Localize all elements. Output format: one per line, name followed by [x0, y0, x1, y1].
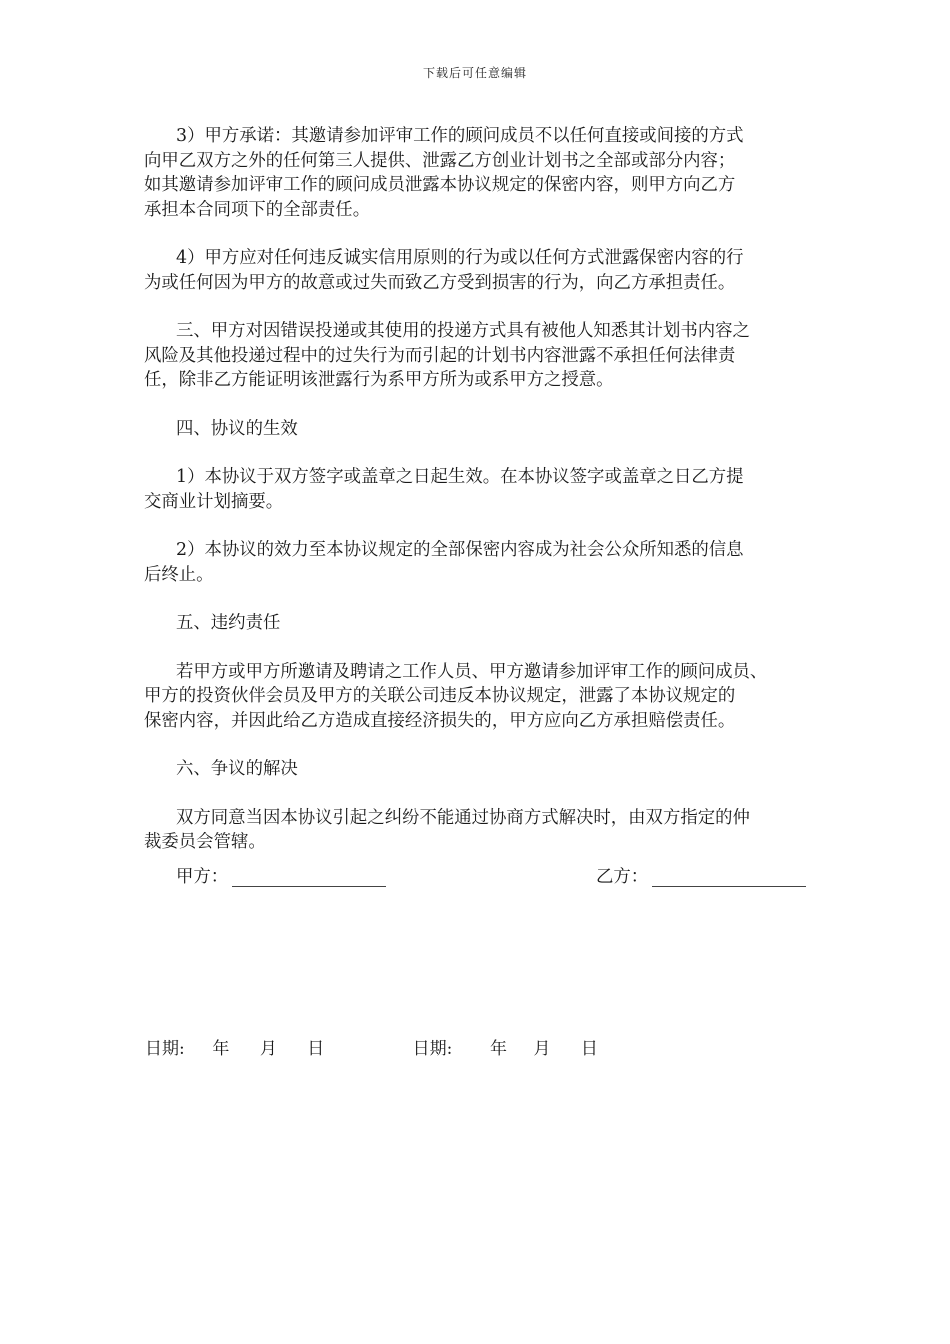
text-line: 风险及其他投递过程中的过失行为而引起的计划书内容泄露不承担任何法律责	[144, 345, 736, 366]
section-heading: 六、争议的解决	[176, 759, 298, 779]
clause-effective-date	[144, 465, 820, 514]
document-body	[144, 124, 820, 879]
date-row	[145, 1034, 601, 1059]
party-b-day: 日	[580, 1039, 598, 1059]
text-line: 三、甲方对因错误投递或其使用的投递方式具有被他人知悉其计划书内容之	[176, 321, 750, 341]
text-line: 双方同意当因本协议引起之纠纷不能通过协商方式解决时，由双方指定的仲	[176, 807, 750, 828]
text-line: 4）甲方应对任何违反诚实信用原则的行为或以任何方式泄露保密内容的行	[176, 248, 744, 268]
text-line: 3）甲方承诺：其邀请参加评审工作的顾问成员不以任何直接或间接的方式	[176, 126, 744, 146]
text-line: 若甲方或甲方所邀请及聘请之工作人员、甲方邀请参加评审工作的顾问成员、	[176, 661, 768, 682]
party-b-label: 乙方：	[596, 867, 649, 887]
text-line: 为或任何因为甲方的故意或过失而致乙方受到损害的行为，向乙方承担责任。	[144, 272, 736, 293]
text-line: 向甲乙双方之外的任何第三人提供、泄露乙方创业计划书之全部或部分内容；	[144, 150, 736, 171]
section-heading: 五、违约责任	[176, 613, 281, 633]
signature-row	[176, 862, 816, 888]
text-line: 承担本合同项下的全部责任。	[144, 199, 371, 220]
section-heading: 四、协议的生效	[176, 418, 298, 439]
party-a-year: 年	[212, 1039, 230, 1059]
text-line: 1）本协议于双方签字或盖章之日起生效。在本协议签字或盖章之日乙方提	[176, 467, 744, 487]
party-a-label: 甲方：	[176, 867, 229, 887]
text-line: 2）本协议的效力至本协议规定的全部保密内容成为社会公众所知悉的信息	[176, 540, 744, 560]
section-4-heading	[144, 417, 820, 442]
section-3-delivery-disclaimer	[144, 319, 820, 393]
party-a-month: 月	[259, 1039, 277, 1059]
text-line: 保密内容，并因此给乙方造成直接经济损失的，甲方应向乙方承担赔偿责任。	[144, 710, 736, 731]
section-6-heading	[144, 757, 820, 782]
party-a-signature	[176, 862, 386, 887]
section-5-heading	[144, 611, 820, 636]
clause-3-party-a-promise	[144, 124, 820, 222]
page-header-note: 下载后可任意编辑	[422, 66, 527, 80]
text-line: 后终止。	[144, 564, 214, 585]
clause-dispute-resolution	[144, 806, 820, 855]
party-a-signature-line[interactable]	[232, 868, 386, 887]
clause-termination	[144, 538, 820, 587]
party-b-year: 年	[490, 1039, 508, 1059]
party-a-day: 日	[307, 1039, 325, 1059]
text-line: 任，除非乙方能证明该泄露行为系甲方所为或系甲方之授意。	[144, 370, 614, 390]
text-line: 如其邀请参加评审工作的顾问成员泄露本协议规定的保密内容，则甲方向乙方	[144, 175, 736, 195]
party-a-date-label: 日期:	[145, 1039, 185, 1059]
party-b-signature	[596, 862, 806, 887]
clause-4-party-a-liability	[144, 246, 820, 295]
clause-breach-liability	[144, 660, 820, 734]
party-b-date-label: 日期:	[412, 1039, 453, 1059]
text-line: 交商业计划摘要。	[144, 491, 284, 512]
party-b-signature-line[interactable]	[652, 868, 806, 887]
text-line: 甲方的投资伙伴会员及甲方的关联公司违反本协议规定，泄露了本协议规定的	[144, 686, 736, 706]
party-b-month: 月	[533, 1039, 551, 1059]
text-line: 裁委员会管辖。	[144, 832, 266, 852]
